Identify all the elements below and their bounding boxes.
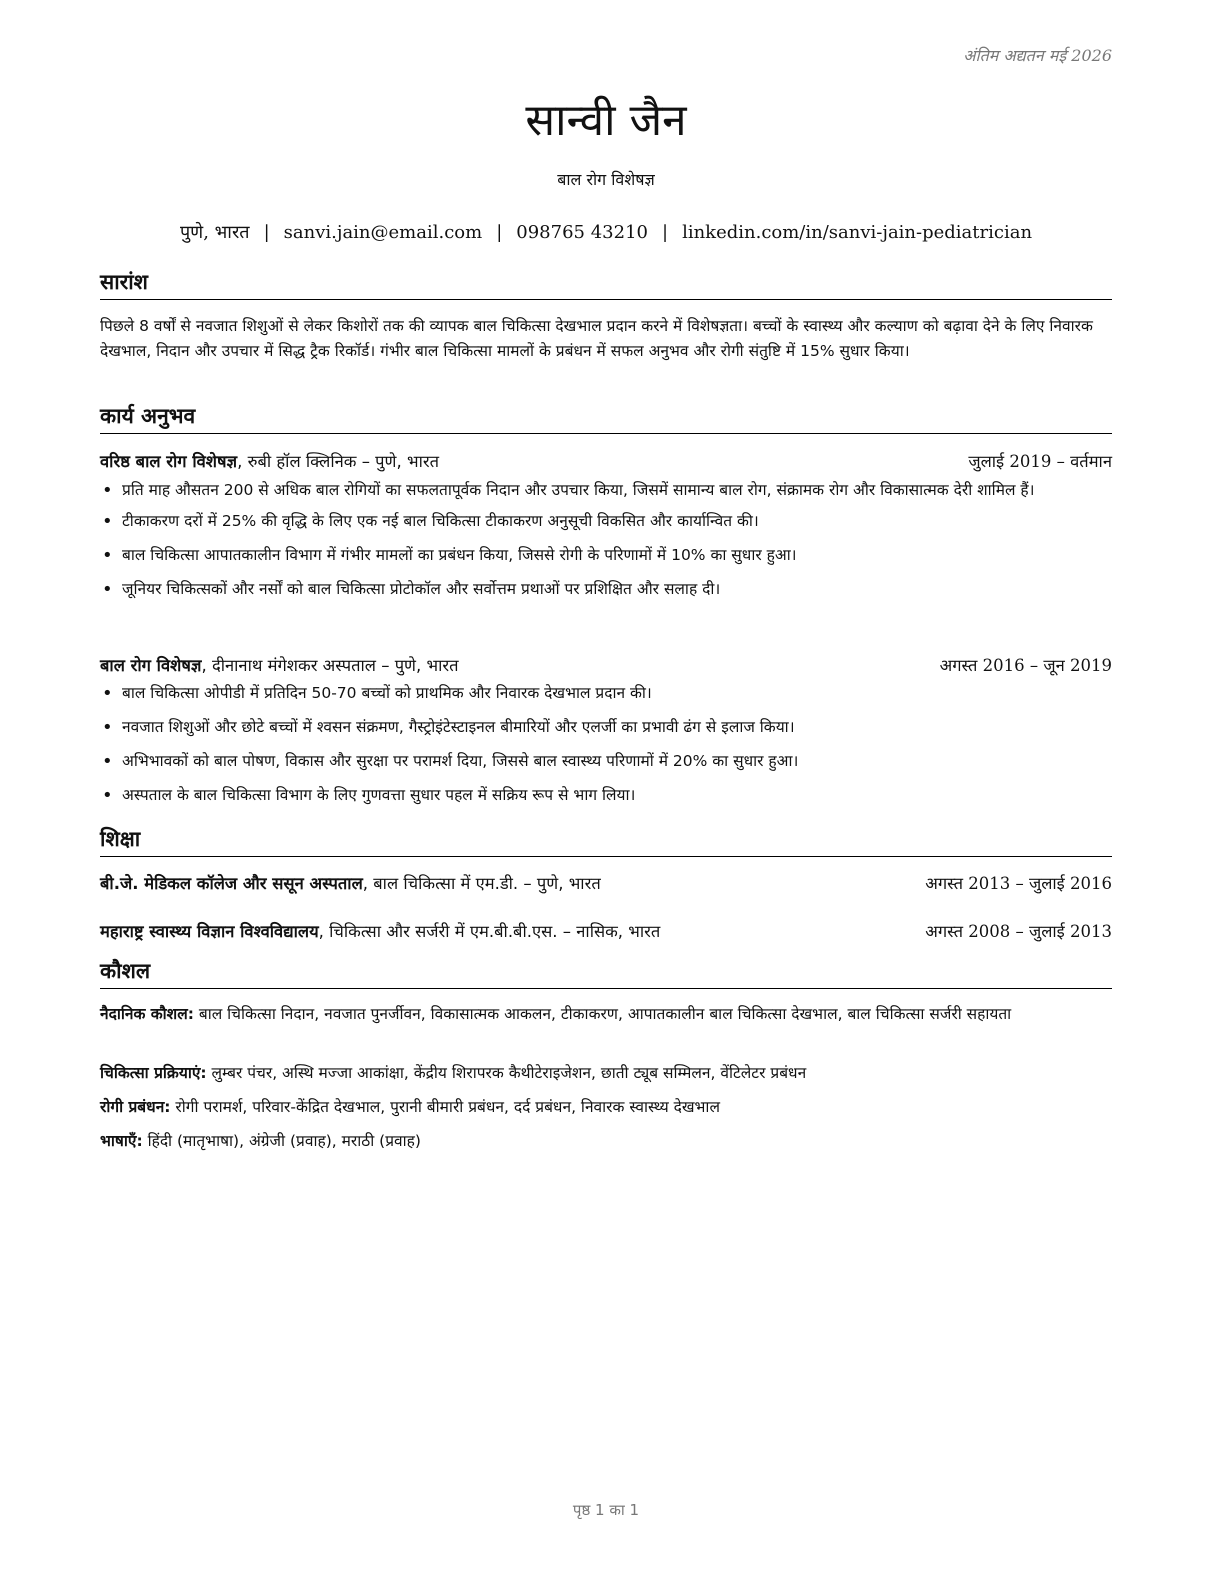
school-name: बी.जे. मेडिकल कॉलेज और ससून अस्पताल: [100, 874, 363, 893]
list-item: • अस्पताल के बाल चिकित्सा विभाग के लिए गुणवत्ता सुधार पहल में सक्रिय रूप से भाग लिया।: [100, 783, 1112, 808]
list-item: • जूनियर चिकित्सकों और नर्सों को बाल चिकित्सा प्रोटोकॉल और सर्वोत्तम प्रथाओं पर प्रशिक्षित और सलाह दी।: [100, 577, 1112, 602]
skill-text: बाल चिकित्सा निदान, नवजात पुनर्जीवन, विकासात्मक आकलन, टीकाकरण, आपातकालीन बाल चिकित्सा देखभाल, बाल चिकित्सा सर्जरी सहायता: [193, 1005, 1012, 1023]
education-dates: अगस्त 2008 – जुलाई 2013: [925, 922, 1112, 941]
skill-text: हिंदी (मातृभाषा), अंग्रेजी (प्रवाह), मराठी (प्रवाह): [142, 1132, 421, 1150]
skill-row: [100, 1002, 1112, 1027]
job-org: , दीनानाथ मंगेशकर अस्पताल – पुणे, भारत: [201, 656, 459, 675]
job-title: बाल रोग विशेषज्ञ: [100, 656, 202, 675]
separator: |: [263, 222, 270, 243]
skill-row: [100, 1061, 1112, 1086]
summary-text: पिछले 8 वर्षों से नवजात शिशुओं से लेकर किशोरों तक की व्यापक बाल चिकित्सा देखभाल प्रदान करने में विशेषज्ञता। बच्चों के स्वास्थ्य और कल्याण को बढ़ावा देने के लिए निवारक देखभाल, निदान और उपचार में सिद्ध ट्रैक रिकॉर्ड। गंभीर बाल चिकित्सा मामलों के प्रबंधन में सफल अनुभव और रोगी संतुष्टि में 15% सुधार किया।: [100, 317, 1093, 360]
section-title-summary: सारांश: [100, 268, 1112, 300]
contact-email[interactable]: sanvi.jain@email.com: [283, 222, 483, 243]
contact-location: पुणे, भारत: [179, 222, 250, 243]
skill-text: रोगी परामर्श, परिवार-केंद्रित देखभाल, पुरानी बीमारी प्रबंधन, दर्द प्रबंधन, निवारक स्वास्थ्य देखभाल: [170, 1098, 720, 1116]
skill-text: लुम्बर पंचर, अस्थि मज्जा आकांक्षा, केंद्रीय शिरापरक कैथीटेराइजेशन, छाती ट्यूब सम्मिलन, वेंटिलेटर प्रबंधन: [206, 1064, 807, 1082]
list-item: • प्रति माह औसतन 200 से अधिक बाल रोगियों का सफलतापूर्वक निदान और उपचार किया, जिसमें सामान्य बाल रोग, संक्रामक रोग और विकासात्मक देरी शामिल हैं।: [100, 478, 1112, 503]
contact-line: [100, 220, 1112, 244]
school-name: महाराष्ट्र स्वास्थ्य विज्ञान विश्वविद्यालय: [100, 922, 319, 941]
skill-row: [100, 1129, 1112, 1154]
job-bullets: [100, 681, 1112, 808]
separator: |: [661, 222, 669, 243]
candidate-role: बाल रोग विशेषज्ञ: [557, 170, 655, 189]
section-title-experience: कार्य अनुभव: [100, 402, 1112, 434]
education-dates: अगस्त 2013 – जुलाई 2016: [925, 874, 1112, 893]
list-item: • बाल चिकित्सा आपातकालीन विभाग में गंभीर मामलों का प्रबंधन किया, जिससे रोगी के परिणामों में 10% का सुधार हुआ।: [100, 543, 1112, 568]
job-heading: [100, 653, 1112, 676]
education-entry: [100, 919, 1112, 942]
section-title-education: शिक्षा: [100, 825, 1112, 857]
job-heading: [100, 449, 1112, 472]
list-item: • अभिभावकों को बाल पोषण, विकास और सुरक्षा पर परामर्श दिया, जिससे बाल स्वास्थ्य परिणामों में 20% का सुधार हुआ।: [100, 749, 1112, 774]
job-org: , रुबी हॉल क्लिनिक – पुणे, भारत: [237, 452, 440, 471]
candidate-name: सान्वी जैन: [525, 95, 687, 146]
degree-detail: , चिकित्सा और सर्जरी में एम.बी.बी.एस. – नासिक, भारत: [318, 922, 661, 941]
skill-label: रोगी प्रबंधन:: [100, 1098, 171, 1116]
skill-row: [100, 1095, 1112, 1120]
page-number: पृष्ठ 1 का 1: [572, 1501, 640, 1519]
job-bullets: [100, 478, 1112, 602]
list-item: • नवजात शिशुओं और छोटे बच्चों में श्वसन संक्रमण, गैस्ट्रोइंटेस्टाइनल बीमारियों और एलर्जी का प्रभावी ढंग से इलाज किया।: [100, 715, 1112, 740]
skill-label: नैदानिक कौशल:: [100, 1005, 194, 1023]
degree-detail: , बाल चिकित्सा में एम.डी. – पुणे, भारत: [362, 874, 601, 893]
skill-label: चिकित्सा प्रक्रियाएं:: [100, 1064, 207, 1082]
contact-phone: 098765 43210: [516, 222, 648, 243]
job-dates: अगस्त 2016 – जून 2019: [939, 656, 1112, 675]
last-updated: अंतिम अद्यतन मई 2026: [963, 46, 1112, 65]
job-title: वरिष्ठ बाल रोग विशेषज्ञ: [100, 452, 238, 471]
skill-label: भाषाएँ:: [100, 1132, 143, 1150]
contact-linkedin[interactable]: linkedin.com/in/sanvi-jain-pediatrician: [682, 222, 1033, 243]
education-entry: [100, 871, 1112, 894]
list-item: • बाल चिकित्सा ओपीडी में प्रतिदिन 50-70 बच्चों को प्राथमिक और निवारक देखभाल प्रदान की।: [100, 681, 1112, 706]
list-item: • टीकाकरण दरों में 25% की वृद्धि के लिए एक नई बाल चिकित्सा टीकाकरण अनुसूची विकसित और कार्यान्वित की।: [100, 509, 1112, 534]
section-title-skills: कौशल: [100, 957, 1112, 989]
separator: |: [496, 222, 503, 243]
job-dates: जुलाई 2019 – वर्तमान: [968, 452, 1112, 471]
